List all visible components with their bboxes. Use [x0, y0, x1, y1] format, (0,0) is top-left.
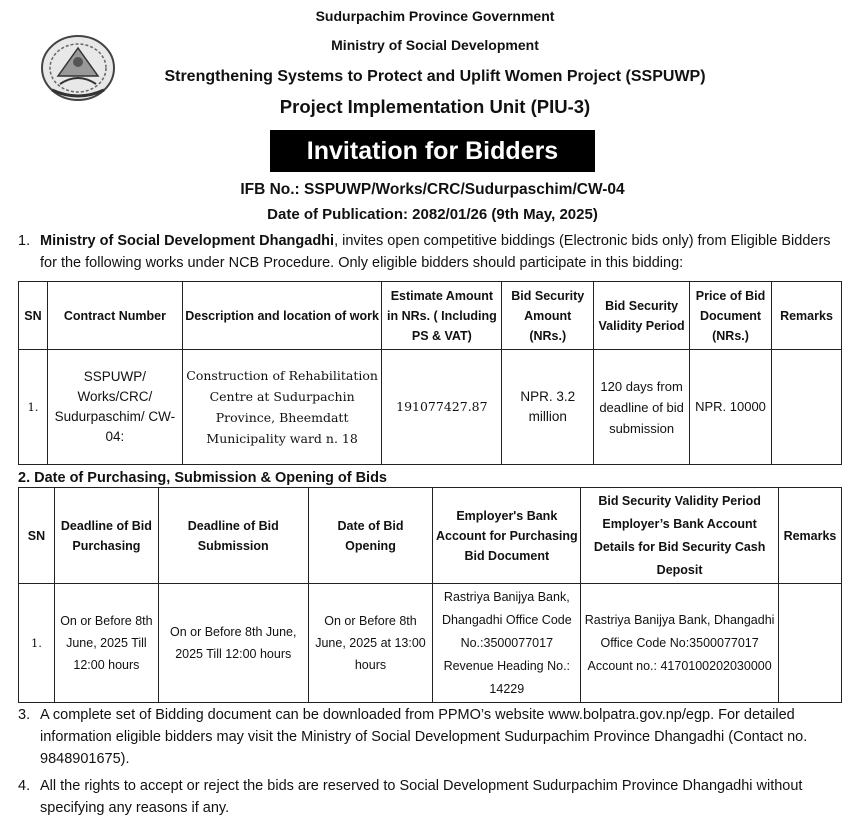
header-validity: Bid Security Validity Period: [594, 282, 690, 350]
header-sn: SN: [19, 282, 48, 350]
cell-sn: 1.: [19, 584, 55, 703]
table-header-row: [19, 282, 842, 350]
paragraph-4-text: All the rights to accept or reject the bids are reserved to Social Development Sudurpachim Province Dhangadhi without specifying any reasons if any.: [40, 778, 803, 816]
paragraph-4: [18, 775, 838, 819]
header-opening-date: Date of Bid Opening: [308, 488, 433, 584]
cell-opening: On or Before 8th June, 2025 at 13:00 hours: [308, 584, 433, 703]
cell-estimate: 191077427.87: [382, 350, 502, 465]
cell-bank-security: Rastriya Banijya Bank, Dhangadhi Office Code No:3500077017 Account no.: 4170100202030000: [581, 584, 779, 703]
cell-price: NPR. 10000: [690, 350, 772, 465]
paragraph-3-text: A complete set of Bidding document can be downloaded from PPMO’s website www.bolpatra.gov.np/egp. For detailed information eligible bidders may visit the Ministry of Social Development Sudurpachim Province Dhangadhi (Contact no. 9848901675).: [40, 707, 808, 767]
cell-validity: 120 days from deadline of bid submission: [594, 350, 690, 465]
header-remarks: Remarks: [771, 282, 841, 350]
cell-bank-purchase: Rastriya Banijya Bank, Dhangadhi Office Code No.:3500077017 Revenue Heading No.: 14229: [433, 584, 581, 703]
header-bid-security: Bid Security Amount (NRs.): [502, 282, 594, 350]
header-sn: SN: [19, 488, 55, 584]
paragraph-3: [18, 704, 838, 770]
header-price: Price of Bid Document (NRs.): [690, 282, 772, 350]
header-province: Sudurpachim Province Government: [315, 8, 555, 24]
table-row: [19, 350, 842, 465]
header-contract-number: Contract Number: [47, 282, 182, 350]
paragraph-1: [18, 230, 838, 274]
invitation-banner: Invitation for Bidders: [270, 130, 595, 172]
header-ministry: Ministry of Social Development: [331, 37, 539, 53]
paragraph-1-text: , invites open competitive biddings (Electronic bids only) from Eligible Bidders for the following works under NCB Procedure. Only eligible bidders should participate in this bidding:: [40, 233, 831, 271]
cell-purchasing: On or Before 8th June, 2025 Till 12:00 hours: [54, 584, 158, 703]
table-row: [19, 584, 842, 703]
header-project: Strengthening Systems to Protect and Uplift Women Project (SSPUWP): [164, 68, 706, 85]
table-header-row: [19, 488, 842, 584]
cell-contract-number: SSPUWP/ Works/CRC/ Sudurpaschim/ CW-04:: [47, 350, 182, 465]
paragraph-number: 3.: [18, 707, 31, 723]
header-bank-purchase: Employer's Bank Account for Purchasing Bid Document: [433, 488, 581, 584]
government-emblem-icon: [38, 28, 118, 104]
cell-bid-security: NPR. 3.2 million: [502, 350, 594, 465]
header-purchasing-deadline: Deadline of Bid Purchasing: [54, 488, 158, 584]
header-description: Description and location of work: [182, 282, 382, 350]
paragraph-number: 4.: [18, 778, 31, 794]
paragraph-number: 1.: [18, 233, 31, 249]
cell-description: Construction of Rehabilitation Centre at Sudurpachin Province, Bheemdatt Municipality ward n. 18: [182, 350, 382, 465]
header-bank-security: Bid Security Validity Period Employer’s Bank Account Details for Bid Security Cash Deposit: [581, 488, 779, 584]
header-estimate: Estimate Amount in NRs. ( Including PS & VAT): [382, 282, 502, 350]
ministry-name: Ministry of Social Development Dhangadhi: [40, 233, 335, 249]
dates-table: [18, 487, 842, 703]
contract-table: [18, 281, 842, 465]
cell-remarks: [778, 584, 841, 703]
header-submission-deadline: Deadline of Bid Submission: [158, 488, 308, 584]
ifb-number: IFB No.: SSPUWP/Works/CRC/Sudurpaschim/CW-04: [240, 181, 625, 198]
publication-date: Date of Publication: 2082/01/26 (9th May, 2025): [267, 206, 598, 223]
header-remarks: Remarks: [778, 488, 841, 584]
header-piu: Project Implementation Unit (PIU-3): [279, 96, 591, 117]
section-2-title: 2. Date of Purchasing, Submission & Opening of Bids: [18, 470, 387, 486]
cell-sn: 1.: [19, 350, 48, 465]
cell-remarks: [771, 350, 841, 465]
cell-submission: On or Before 8th June, 2025 Till 12:00 hours: [158, 584, 308, 703]
